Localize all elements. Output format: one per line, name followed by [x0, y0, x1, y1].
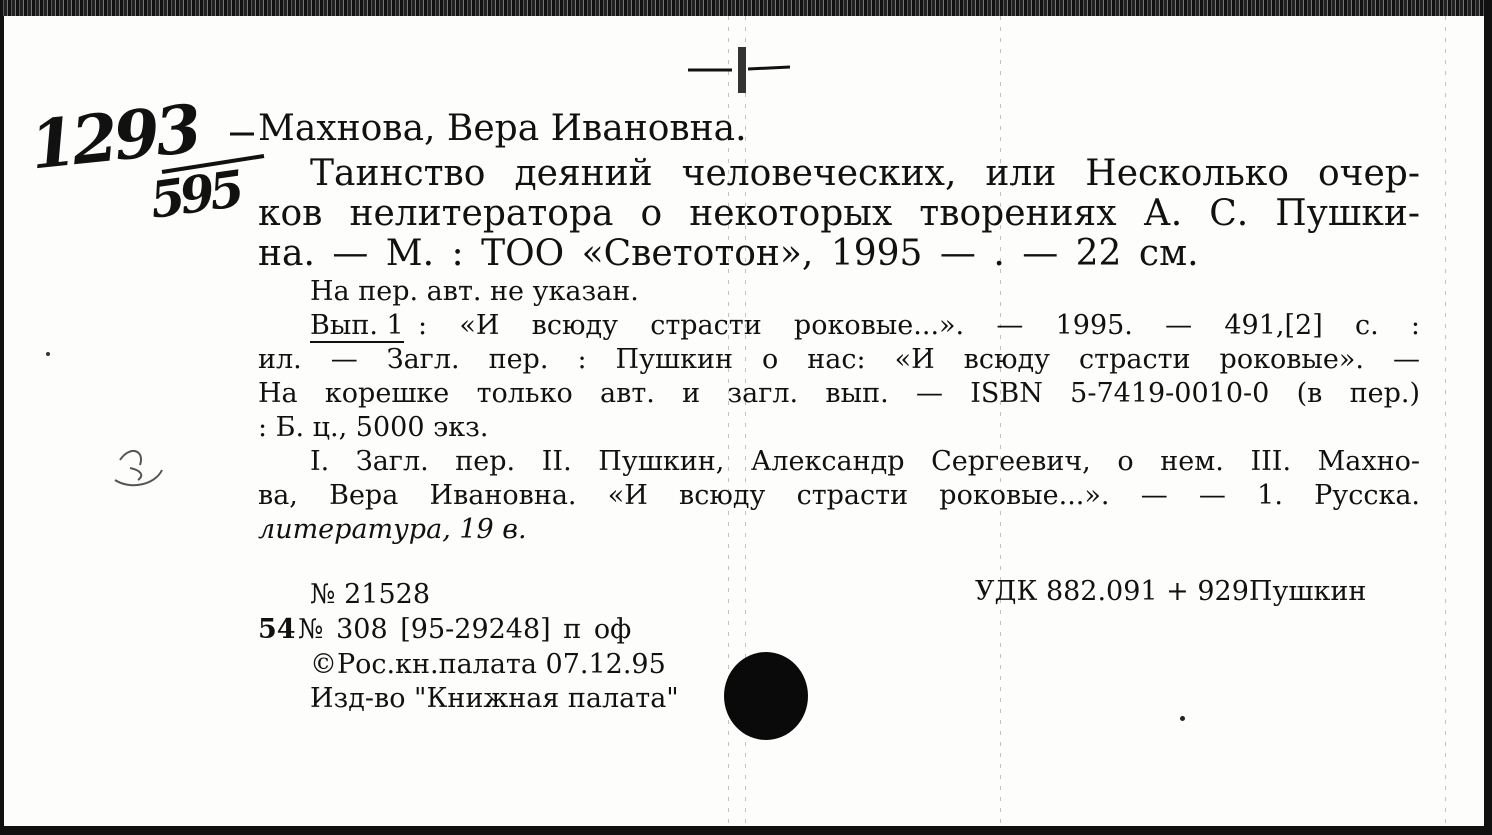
handwritten-shelfmark-number: 1293	[26, 89, 202, 185]
scan-left-edge	[0, 16, 4, 835]
subject-line-1: I. Загл. пер. II. Пушкин, Александр Сергеевич, о нем. III. Махно-	[310, 446, 1420, 477]
ink-dot	[46, 352, 50, 356]
line-54-prefix: 54	[258, 614, 296, 645]
scan-artifact-line	[1000, 16, 1001, 826]
ink-blot	[724, 652, 808, 740]
line-54-text: № 308 [95-29248] п оф	[298, 614, 632, 645]
record-number: № 21528	[310, 579, 431, 610]
volume-label: Вып. 1	[310, 310, 404, 341]
volume-line-4: : Б. ц., 5000 экз.	[258, 412, 489, 443]
title-line-1: Таинство деяний человеческих, или Несколько очер-	[310, 153, 1420, 194]
subject-line-2: ва, Вера Ивановна. «И всюду страсти роковые...». — — 1. Русска.	[258, 480, 1420, 511]
scan-right-edge	[1484, 0, 1492, 835]
volume-line-2: ил. — Загл. пер. : Пушкин о нас: «И всюду страсти роковые». —	[258, 344, 1420, 375]
subject-line-3: литература, 19 в.	[258, 514, 527, 545]
copyright-line: ©Рос.кн.палата 07.12.95	[310, 649, 666, 680]
scan-top-band	[0, 0, 1492, 16]
pencil-scribble-icon	[100, 440, 180, 500]
publisher-line: Изд-во "Книжная палата"	[310, 683, 679, 714]
scan-artifact-line	[1445, 16, 1446, 826]
author-heading: Махнова, Вера Ивановна.	[258, 108, 747, 149]
volume-line-3: На корешке только авт. и загл. вып. — ISBN 5-7419-0010-0 (в пер.)	[258, 378, 1420, 409]
scan-bottom-edge	[0, 826, 1492, 835]
title-line-3: на. — М. : ТОО «Светотон», 1995 — . — 22 см.	[258, 233, 1199, 274]
ink-dot	[1180, 716, 1185, 721]
title-line-2: ков нелитератора о некоторых творениях А. С. Пушки-	[258, 193, 1420, 234]
author-note: На пер. авт. не указан.	[310, 276, 639, 307]
volume-line-1: : «И всюду страсти роковые...». — 1995. — 491,[2] с. :	[418, 310, 1420, 341]
volume-label-wrap	[310, 310, 404, 341]
punch-hole-mark-icon	[680, 45, 800, 95]
shelfmark-dash	[228, 124, 258, 144]
handwritten-shelfmark-fraction: 595	[146, 159, 244, 230]
udc-classification: УДК 882.091 + 929Пушкин	[975, 576, 1367, 607]
